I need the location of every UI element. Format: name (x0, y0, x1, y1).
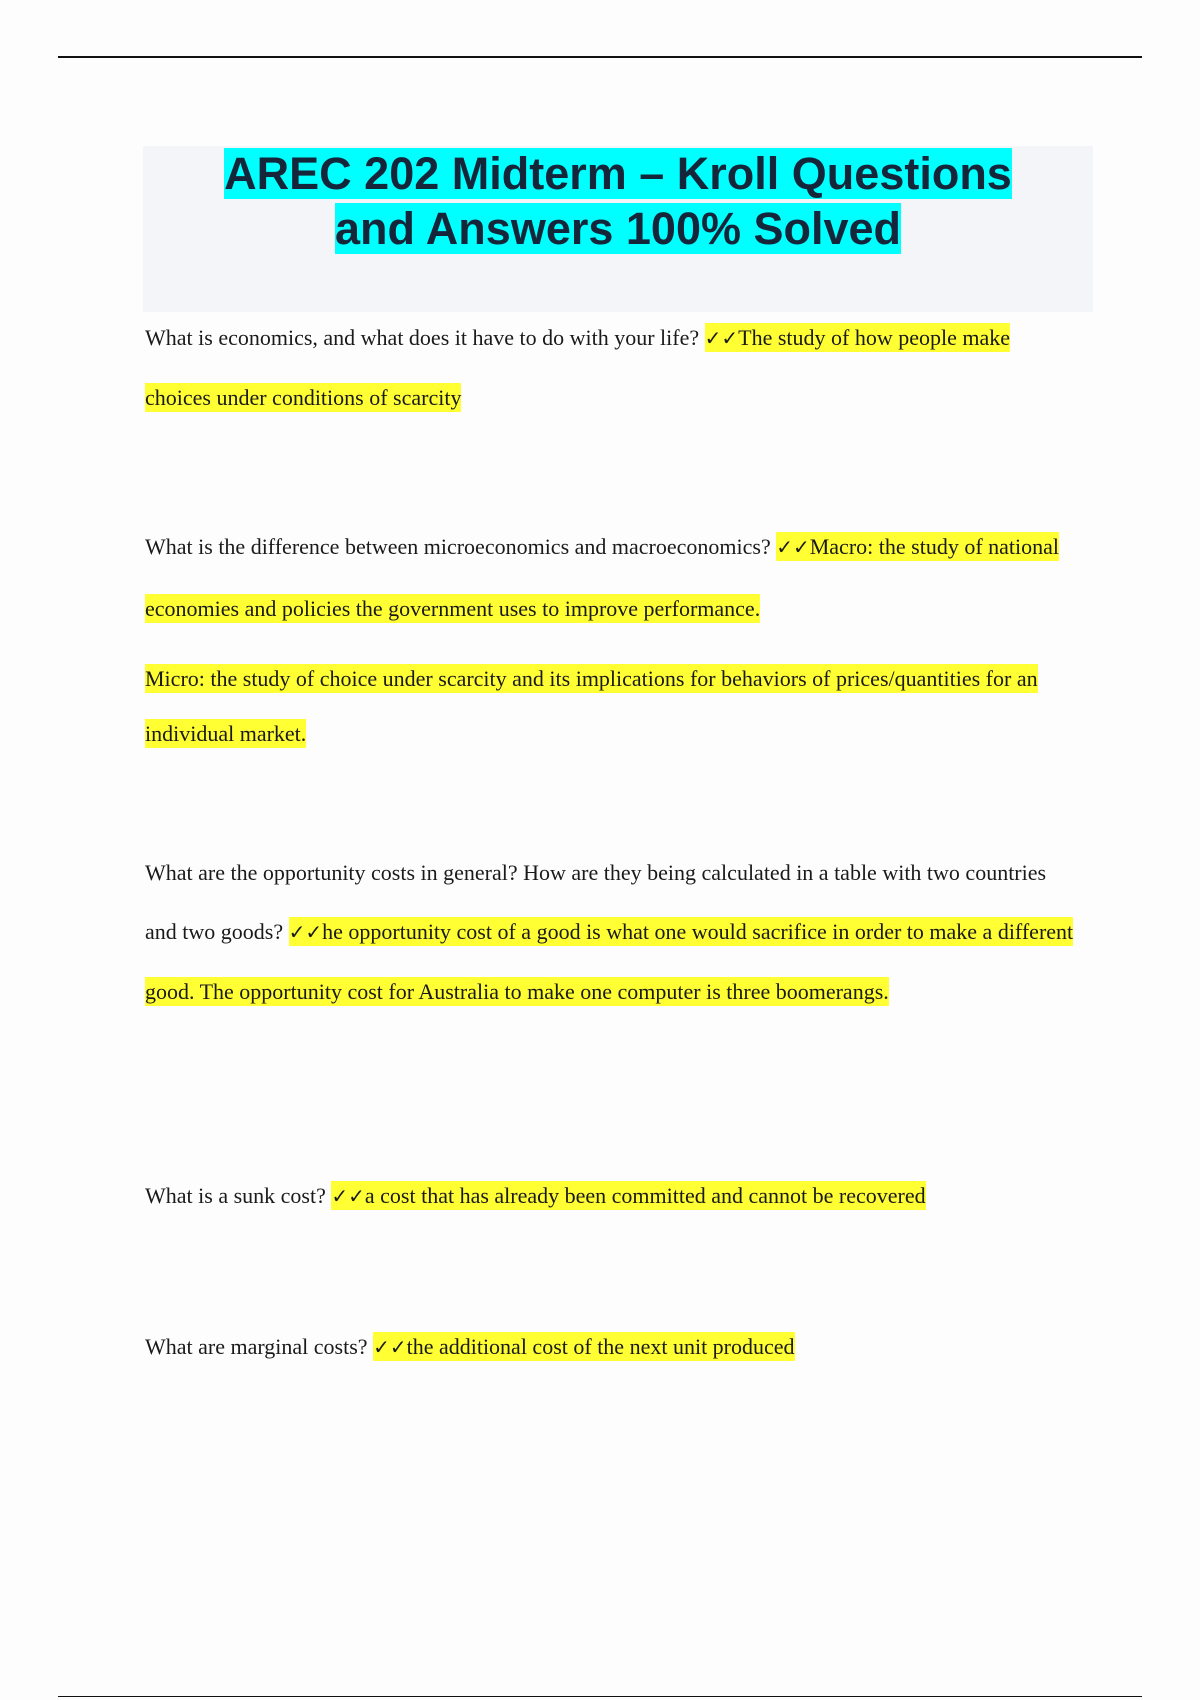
qa-item-2 (145, 516, 1075, 639)
qa-item-1 (145, 308, 1075, 428)
question-4: What is a sunk cost? (145, 1183, 326, 1208)
check-icon: ✓✓ (331, 1184, 365, 1208)
qa-item-2-extra (145, 651, 1075, 761)
qa-item-3 (145, 843, 1075, 1021)
title-line-2: and Answers 100% Solved (334, 203, 902, 254)
answer-4-text: a cost that has already been committed and cannot be recovered (364, 1183, 926, 1208)
question-1: What is economics, and what does it have to do with your life? (145, 325, 700, 350)
page-title (143, 146, 1093, 256)
check-icon: ✓✓ (704, 326, 739, 350)
top-rule (58, 56, 1142, 58)
qa-item-4 (145, 1178, 1075, 1214)
answer-5-text: the additional cost of the next unit produced (406, 1334, 795, 1359)
answer-3 (145, 917, 1073, 1006)
answer-4 (331, 1181, 925, 1210)
question-3: What are the opportunity costs in general? How are they being calculated in a table with two countries and two goods? (145, 860, 1047, 944)
question-5: What are marginal costs? (145, 1334, 368, 1359)
title-line-1: AREC 202 Midterm – Kroll Questions (224, 148, 1012, 199)
answer-1-text: The study of how people make choices under conditions of scarcity (145, 325, 1011, 410)
check-icon: ✓✓ (288, 920, 323, 944)
check-icon: ✓✓ (776, 535, 810, 559)
qa-item-5 (145, 1329, 1075, 1365)
answer-2-extra: Micro: the study of choice under scarcity and its implications for behaviors of prices/quantities for an individual market. (145, 666, 1038, 746)
check-icon: ✓✓ (373, 1335, 407, 1359)
answer-5 (373, 1332, 794, 1361)
bottom-rule (58, 1696, 1142, 1697)
question-2: What is the difference between microeconomics and macroeconomics? (145, 534, 771, 559)
answer-2-text: Macro: the study of national economies and policies the government uses to improve performance. (145, 534, 1060, 621)
answer-3-text: he opportunity cost of a good is what one would sacrifice in order to make a different good. The opportunity cost for Australia to make one computer is three boomerangs. (145, 919, 1074, 1004)
